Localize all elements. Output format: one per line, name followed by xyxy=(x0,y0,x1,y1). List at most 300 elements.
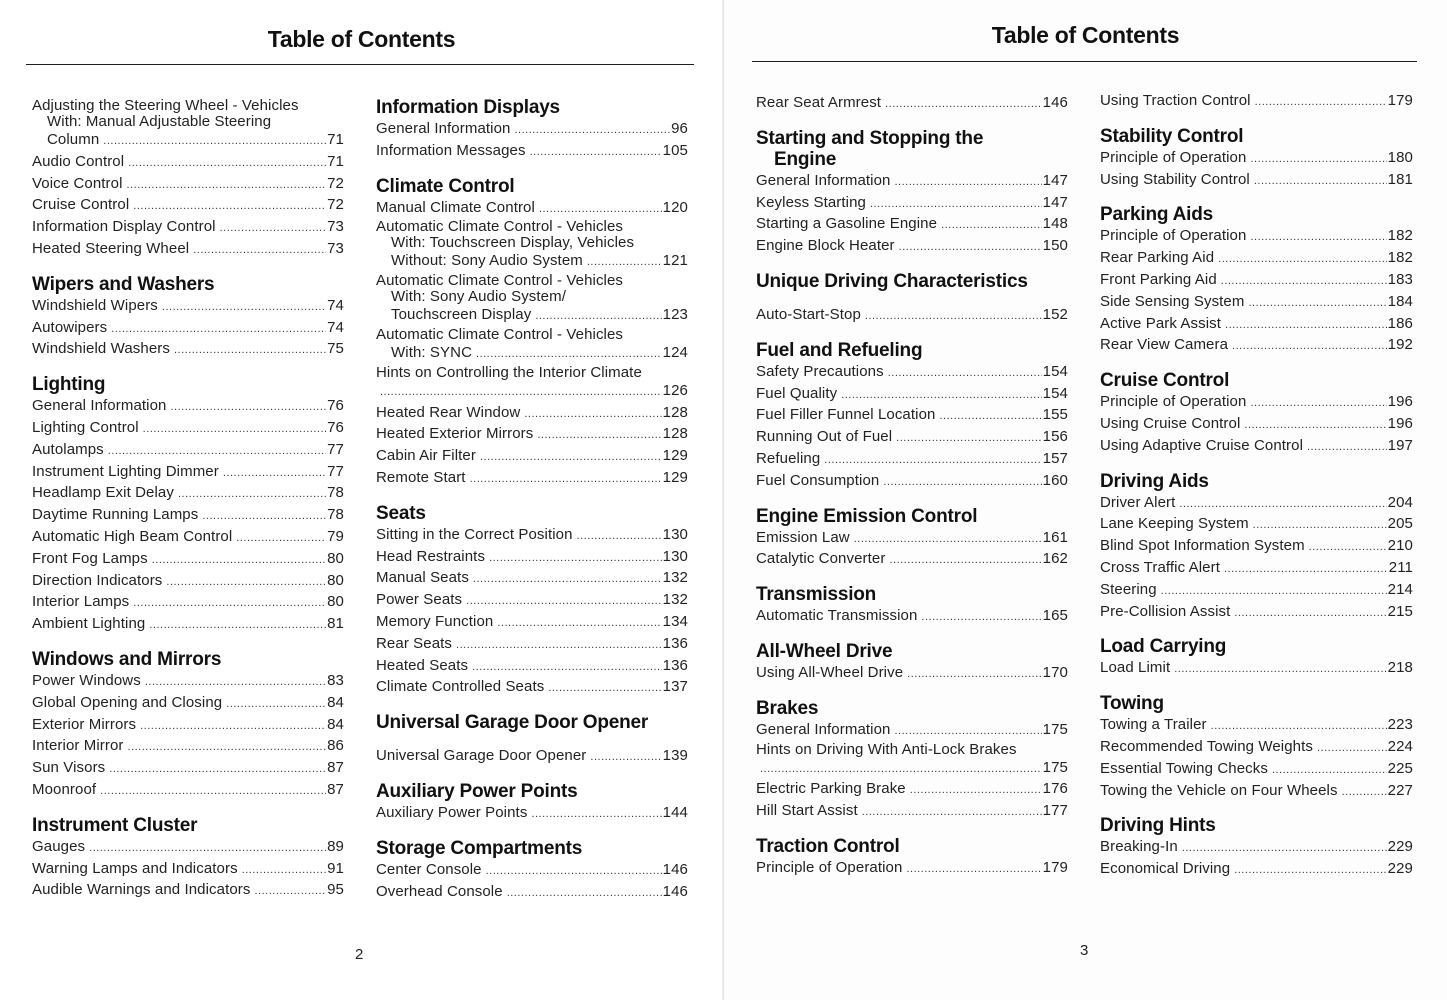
page-number-ref: 72 xyxy=(327,174,344,192)
page-number-ref: 80 xyxy=(327,549,344,567)
entry-title: Towing the Vehicle on Four Wheels xyxy=(1100,781,1338,799)
dot-leader xyxy=(870,194,1042,215)
dot-leader xyxy=(456,635,662,656)
toc-entry xyxy=(32,462,344,484)
dot-leader xyxy=(1253,515,1387,536)
toc-entry xyxy=(32,693,344,715)
entry-title: Overhead Console xyxy=(376,882,503,900)
dot-leader xyxy=(380,382,662,403)
entry-title: Hints on Driving With Anti-Lock Brakes xyxy=(756,740,1017,758)
toc-section xyxy=(1100,471,1413,624)
toc-entry xyxy=(1100,226,1413,248)
entry-title-line: With: Touchscreen Display, Vehicles xyxy=(391,234,635,252)
toc-entry xyxy=(32,736,344,758)
section-heading-text: Driving Aids xyxy=(1100,470,1209,492)
toc-entry xyxy=(376,568,688,590)
toc-entry xyxy=(32,174,344,196)
entry-title: General Information xyxy=(756,171,891,189)
section-heading-text: Load Carrying xyxy=(1100,636,1227,658)
toc-section xyxy=(32,649,344,802)
page-number-ref: 144 xyxy=(662,803,688,821)
entry-title: Recommended Towing Weights xyxy=(1100,737,1313,755)
toc-entry xyxy=(32,318,344,340)
page-number-ref: 155 xyxy=(1042,406,1068,424)
page-number-ref: 223 xyxy=(1387,716,1413,734)
section-heading-text: Towing xyxy=(1100,693,1164,715)
toc-entry xyxy=(376,590,688,612)
entry-title: Rear Parking Aid xyxy=(1100,249,1215,267)
page-number-ref: 72 xyxy=(327,196,344,214)
toc-column xyxy=(32,98,344,915)
toc-section xyxy=(376,97,688,163)
page-number-ref: 74 xyxy=(327,296,344,314)
dot-leader xyxy=(89,838,326,859)
toc-entry-title xyxy=(32,98,344,114)
toc-entry xyxy=(1100,781,1413,803)
toc-column xyxy=(376,97,688,916)
page-number-ref: 204 xyxy=(1387,493,1413,511)
dot-leader xyxy=(226,694,326,715)
section-heading-text: Seats xyxy=(376,502,426,524)
page-number-ref: 227 xyxy=(1387,781,1413,799)
page-number-ref: 196 xyxy=(1387,393,1413,411)
entry-title: Load Limit xyxy=(1100,659,1171,677)
toc-entry xyxy=(1100,602,1413,624)
toc-entry xyxy=(756,405,1068,427)
toc-entry xyxy=(376,882,688,904)
dot-leader xyxy=(1248,293,1386,314)
page-number-ref: 121 xyxy=(662,252,688,270)
entry-title: Heated Steering Wheel xyxy=(32,239,190,257)
dot-leader xyxy=(143,419,326,440)
entry-title: Information Messages xyxy=(376,141,526,159)
dot-leader xyxy=(486,861,662,882)
page-title: Table of Contents xyxy=(267,26,456,52)
page-number-ref: 205 xyxy=(1387,515,1413,533)
entry-title: Principle of Operation xyxy=(1100,227,1247,245)
dot-leader xyxy=(841,385,1041,406)
entry-title: Principle of Operation xyxy=(1100,393,1247,411)
page-number-ref: 218 xyxy=(1387,659,1413,677)
section-heading-text: Transmission xyxy=(756,584,877,606)
entry-title: Lighting Control xyxy=(32,418,139,436)
dot-leader xyxy=(109,759,326,780)
entry-title: Safety Precautions xyxy=(756,362,884,380)
toc-entry xyxy=(756,171,1068,193)
page-number-ref: 76 xyxy=(327,418,344,436)
dot-leader xyxy=(1221,271,1387,292)
section-heading-text: Wipers and Washers xyxy=(32,273,215,295)
section-heading-text: Cruise Control xyxy=(1100,370,1230,392)
dot-leader xyxy=(906,859,1041,880)
dot-leader xyxy=(473,569,662,590)
dot-leader xyxy=(480,447,662,468)
page-number-ref: 146 xyxy=(662,860,688,878)
section-heading xyxy=(376,838,688,859)
entry-title: Starting a Gasoline Engine xyxy=(756,215,938,233)
toc-entry xyxy=(32,571,344,593)
toc-entry xyxy=(32,195,344,217)
dot-leader xyxy=(170,397,326,418)
page-number-ref: 87 xyxy=(327,759,344,777)
toc-section xyxy=(376,712,688,768)
entry-title: Ambient Lighting xyxy=(32,615,146,633)
entry-title: Headlamp Exit Delay xyxy=(32,484,174,502)
entry-title: Using All-Wheel Drive xyxy=(756,663,904,681)
toc-entry xyxy=(32,880,344,902)
section-heading-text: Traction Control xyxy=(756,835,900,857)
dot-leader xyxy=(100,781,326,802)
toc-entry-title xyxy=(756,742,1068,758)
dot-leader xyxy=(1250,393,1386,414)
toc-section xyxy=(756,340,1068,493)
toc-entry xyxy=(32,505,344,527)
page-number-ref: 147 xyxy=(1042,171,1068,189)
entry-title: Essential Towing Checks xyxy=(1100,759,1268,777)
dot-leader xyxy=(223,463,326,484)
section-heading xyxy=(376,781,688,802)
page-number-ref: 183 xyxy=(1387,270,1413,288)
entry-title: Gauges xyxy=(32,837,86,855)
dot-leader xyxy=(824,450,1041,471)
toc-entry-title xyxy=(376,219,688,235)
page-number-ref: 79 xyxy=(327,527,344,545)
section-heading xyxy=(376,503,688,524)
toc-entry xyxy=(376,677,688,699)
toc-entry xyxy=(376,343,688,365)
section-heading xyxy=(756,641,1068,662)
section-heading-text: Information Displays xyxy=(376,97,560,118)
toc-entry xyxy=(32,549,344,571)
entry-title: Power Seats xyxy=(376,591,463,609)
page-number-ref: 152 xyxy=(1042,305,1068,323)
entry-title: Head Restraints xyxy=(376,547,486,565)
page-number: 3 xyxy=(1080,942,1089,959)
toc-entry xyxy=(1100,270,1413,292)
toc-entry-title xyxy=(376,327,688,343)
toc-entry xyxy=(756,305,1068,327)
dot-leader xyxy=(587,252,662,273)
dot-leader xyxy=(865,306,1042,327)
entry-title: Audio Control xyxy=(32,152,125,170)
entry-title: Driver Alert xyxy=(1100,493,1176,511)
dot-leader xyxy=(939,406,1041,427)
section-heading xyxy=(376,97,688,118)
section-heading-text: Storage Compartments xyxy=(376,837,583,859)
entry-title-line: With: Manual Adjustable Steering xyxy=(47,113,272,130)
page-number-ref: 95 xyxy=(327,881,344,899)
entry-title: Auxiliary Power Points xyxy=(376,803,528,821)
dot-leader xyxy=(539,199,662,220)
page-number-ref: 179 xyxy=(1387,92,1413,109)
section-heading xyxy=(32,274,344,295)
page-title: Table of Contents xyxy=(991,22,1180,48)
toc-entry xyxy=(1100,414,1413,436)
section-heading xyxy=(756,128,1068,170)
dot-leader xyxy=(1179,494,1386,515)
toc-section xyxy=(32,815,344,902)
entry-title: Using Traction Control xyxy=(1100,92,1251,109)
toc-entry xyxy=(376,119,688,141)
toc-section xyxy=(1100,91,1413,113)
toc-entry xyxy=(1100,248,1413,270)
page-number-ref: 229 xyxy=(1387,860,1413,878)
entry-title: Windshield Washers xyxy=(32,340,170,358)
page-number-ref: 86 xyxy=(327,737,344,755)
page-number-ref: 137 xyxy=(662,678,688,696)
entry-title: Economical Driving xyxy=(1100,860,1231,878)
entry-title: Global Opening and Closing xyxy=(32,693,223,711)
entry-title: Manual Climate Control xyxy=(376,198,535,216)
entry-title: Cruise Control xyxy=(32,196,130,214)
dot-leader xyxy=(162,297,326,318)
dot-leader xyxy=(1232,336,1387,357)
toc-section xyxy=(756,271,1068,327)
page-number-ref: 120 xyxy=(662,198,688,216)
dot-leader xyxy=(577,526,662,547)
toc-entry xyxy=(756,606,1068,628)
section-heading xyxy=(32,815,344,836)
section-heading-text: Brakes xyxy=(756,697,819,719)
page-number-ref: 81 xyxy=(327,615,344,633)
dot-leader xyxy=(907,664,1042,685)
dot-leader xyxy=(590,747,661,768)
section-heading-text: Starting and Stopping the xyxy=(756,127,984,149)
entry-title: Memory Function xyxy=(376,612,494,630)
dot-leader xyxy=(760,759,1042,780)
section-heading-text: Driving Hints xyxy=(1100,815,1216,837)
toc-entry xyxy=(756,779,1068,801)
section-heading-text: Engine Emission Control xyxy=(756,505,978,527)
section-heading-text: Unique Driving Characteristics xyxy=(756,270,1028,292)
page-number-ref: 123 xyxy=(662,306,688,324)
page-number-ref: 146 xyxy=(1042,94,1068,111)
toc-entry xyxy=(756,362,1068,384)
entry-title: Moonroof xyxy=(32,780,97,798)
dot-leader xyxy=(1250,149,1386,170)
entry-title: Pre-Collision Assist xyxy=(1100,602,1231,620)
dot-leader xyxy=(236,528,326,549)
entry-title: Daytime Running Lamps xyxy=(32,506,199,524)
page-number-ref: 134 xyxy=(662,612,688,630)
entry-title: Hints on Controlling the Interior Climate xyxy=(376,363,642,381)
dot-leader xyxy=(1317,738,1387,759)
section-heading-text: Instrument Cluster xyxy=(32,814,198,836)
toc-section xyxy=(756,836,1068,880)
dot-leader xyxy=(152,550,326,571)
toc-entry xyxy=(756,214,1068,236)
toc-entry-continuation xyxy=(376,235,688,251)
toc-entry xyxy=(376,803,688,825)
entry-title: Emission Law xyxy=(756,528,850,546)
toc-entry xyxy=(32,339,344,361)
toc-entry xyxy=(756,427,1068,449)
page-number-ref: 162 xyxy=(1042,550,1068,568)
page-number-ref: 161 xyxy=(1042,528,1068,546)
toc-entry xyxy=(1100,514,1413,536)
dot-leader xyxy=(921,607,1041,628)
page-number-ref: 83 xyxy=(327,671,344,689)
toc-section xyxy=(1100,693,1413,802)
entry-title: General Information xyxy=(376,120,511,137)
toc-column xyxy=(1100,91,1413,894)
page-number-ref: 84 xyxy=(327,693,344,711)
page-number-ref: 176 xyxy=(1042,780,1068,798)
dot-leader xyxy=(537,425,661,446)
dot-leader xyxy=(531,804,661,825)
entry-title: Fuel Consumption xyxy=(756,471,880,489)
toc-entry xyxy=(1100,536,1413,558)
page-number-ref: 192 xyxy=(1387,336,1413,354)
dot-leader xyxy=(476,344,662,365)
entry-title: Automatic Climate Control - Vehicles xyxy=(376,218,624,236)
toc-entry xyxy=(1100,759,1413,781)
section-heading xyxy=(1100,370,1413,391)
entry-title: Interior Lamps xyxy=(32,593,130,611)
page-number-ref: 154 xyxy=(1042,362,1068,380)
toc-entry xyxy=(376,424,688,446)
toc-entry xyxy=(32,671,344,693)
toc-section xyxy=(376,781,688,825)
section-heading-text: Stability Control xyxy=(1100,125,1244,147)
page-number-ref: 77 xyxy=(327,462,344,480)
dot-leader xyxy=(1255,92,1387,113)
toc-entry xyxy=(32,396,344,418)
page-number-ref: 74 xyxy=(327,318,344,336)
toc-section xyxy=(756,641,1068,685)
dot-leader xyxy=(888,363,1042,384)
dot-leader xyxy=(883,472,1041,493)
toc-entry xyxy=(32,780,344,802)
toc-entry xyxy=(376,381,688,403)
toc-entry xyxy=(32,527,344,549)
dot-leader xyxy=(889,550,1041,571)
dot-leader xyxy=(1272,760,1387,781)
entry-title: Autolamps xyxy=(32,440,104,458)
entry-title: Direction Indicators xyxy=(32,571,163,589)
dot-leader xyxy=(255,881,327,902)
page-number-ref: 229 xyxy=(1387,838,1413,856)
entry-title: Electric Parking Brake xyxy=(756,780,906,798)
entry-title: Rear Seats xyxy=(376,634,453,652)
page-number-ref: 160 xyxy=(1042,471,1068,489)
toc-entry-title xyxy=(376,365,688,381)
toc-entry xyxy=(32,837,344,859)
dot-leader xyxy=(507,883,662,904)
toc-entry xyxy=(1100,493,1413,515)
toc-entry xyxy=(1100,292,1413,314)
entry-title: Warning Lamps and Indicators xyxy=(32,859,238,877)
page-number-ref: 154 xyxy=(1042,384,1068,402)
entry-title-line: With: SYNC xyxy=(391,343,473,361)
page-number-ref: 214 xyxy=(1387,580,1413,598)
page-number: 2 xyxy=(355,946,364,963)
toc-entry xyxy=(756,236,1068,258)
section-heading-text: Engine xyxy=(774,148,837,170)
toc-entry xyxy=(376,656,688,678)
entry-title: Cabin Air Filter xyxy=(376,447,476,465)
dot-leader xyxy=(1244,415,1386,436)
toc-entry xyxy=(32,130,344,152)
entry-title: Steering xyxy=(1100,580,1157,598)
entry-title: Automatic Transmission xyxy=(756,607,918,625)
dot-leader xyxy=(899,237,1042,258)
toc-entry xyxy=(1100,837,1413,859)
toc-section xyxy=(32,274,344,361)
toc-entry xyxy=(756,663,1068,685)
page-number-ref: 132 xyxy=(662,569,688,587)
page-number-ref: 196 xyxy=(1387,414,1413,432)
dot-leader xyxy=(894,172,1041,193)
toc-entry xyxy=(32,592,344,614)
toc-entry xyxy=(32,296,344,318)
dot-leader xyxy=(854,529,1042,550)
toc-entry xyxy=(756,93,1068,115)
toc-entry-continuation xyxy=(376,289,688,305)
dot-leader xyxy=(103,131,326,152)
entry-title-line: Touchscreen Display xyxy=(391,306,532,324)
page-number-ref: 175 xyxy=(1042,720,1068,738)
dot-leader xyxy=(127,175,327,196)
dot-leader xyxy=(1161,581,1387,602)
toc-entry xyxy=(376,634,688,656)
section-heading xyxy=(32,374,344,395)
toc-entry xyxy=(376,403,688,425)
toc-section xyxy=(376,503,688,699)
toc-column xyxy=(756,93,1068,893)
dot-leader xyxy=(166,572,326,593)
toc-entry xyxy=(1100,715,1413,737)
toc-entry xyxy=(756,193,1068,215)
entry-title: Engine Block Heater xyxy=(756,237,895,255)
dot-leader xyxy=(202,506,326,527)
dot-leader xyxy=(885,94,1042,115)
entry-title: Instrument Lighting Dimmer xyxy=(32,462,219,480)
entry-title: Manual Seats xyxy=(376,569,469,587)
toc-entry xyxy=(1100,170,1413,192)
dot-leader xyxy=(242,860,326,881)
entry-title: Front Fog Lamps xyxy=(32,549,148,567)
right-page xyxy=(724,0,1447,1000)
entry-title: Sun Visors xyxy=(32,759,106,777)
page-number-ref: 96 xyxy=(671,120,688,137)
page-number-ref: 132 xyxy=(662,591,688,609)
toc-entry xyxy=(756,758,1068,780)
toc-section xyxy=(32,98,344,261)
entry-title: Side Sensing System xyxy=(1100,292,1245,310)
toc-section xyxy=(1100,204,1413,357)
entry-title: Sitting in the Correct Position xyxy=(376,525,573,543)
toc-entry xyxy=(756,801,1068,823)
page-number-ref: 179 xyxy=(1042,858,1068,876)
entry-title: Interior Mirror xyxy=(32,737,124,755)
entry-title: Audible Warnings and Indicators xyxy=(32,881,251,899)
dot-leader xyxy=(894,721,1041,742)
entry-title: Fuel Quality xyxy=(756,384,838,402)
section-heading xyxy=(1100,815,1413,836)
page-number-ref: 76 xyxy=(327,397,344,415)
section-heading xyxy=(756,836,1068,857)
section-heading-text: Auxiliary Power Points xyxy=(376,780,578,802)
section-heading xyxy=(32,649,344,670)
toc-entry xyxy=(376,547,688,569)
page-number-ref: 148 xyxy=(1042,215,1068,233)
entry-title: Hill Start Assist xyxy=(756,802,858,820)
dot-leader xyxy=(220,218,327,239)
page-number-ref: 71 xyxy=(327,152,344,170)
toc-section xyxy=(756,128,1068,258)
toc-entry xyxy=(1100,436,1413,458)
